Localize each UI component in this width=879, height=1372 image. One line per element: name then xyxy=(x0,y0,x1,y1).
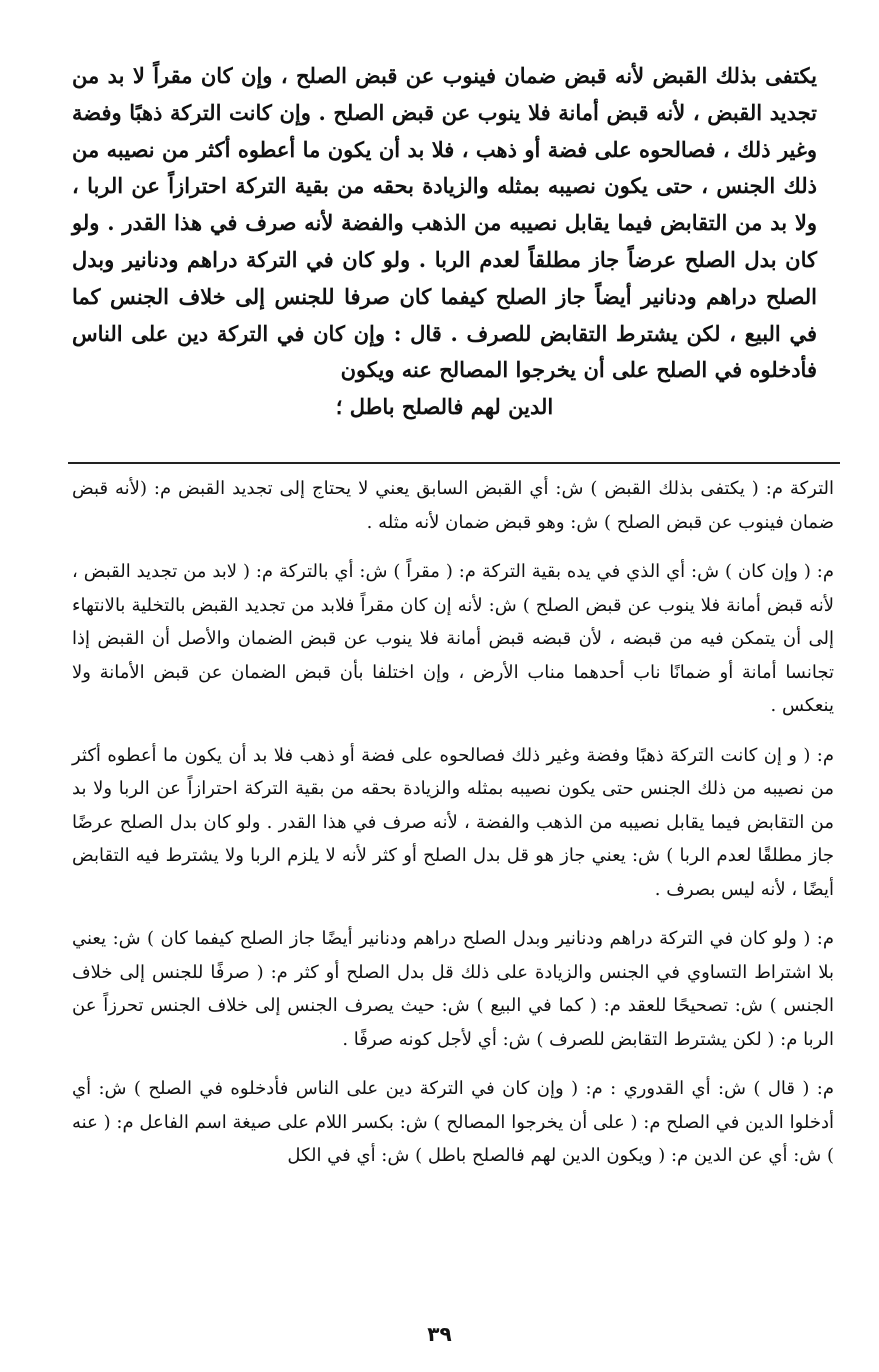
page-number: ٣٩ xyxy=(427,1322,452,1346)
commentary-paragraph: م: ( ولو كان في التركة دراهم ودنانير وبدل الصلح دراهم ودنانير أيضًا جاز الصلح كيفما كان ) ش: يعني بلا اشتراط التساوي في الجنس والزيادة على ذلك قل بدل الصلح أو كثر م: ( صرفًا للجنس إلى خلاف الجنس ) ش: تصحيحًا للعقد م: ( كما في البيع ) ش: حيث يصرف الجنس إلى خلاف الجنس تحرزاً عن الربا م: ( لكن يشترط التقابض للصرف ) ش: أي لأجل كونه صرفًا . xyxy=(72,928,834,1050)
commentary-paragraph: م: ( قال ) ش: أي القدوري : م: ( وإن كان في التركة دين على الناس فأدخلوه في الصلح ) ش: أي أدخلوا الدين في الصلح م: ( على أن يخرجوا المصالح ) ش: بكسر اللام على صيغة اسم الفاعل م: ( عنه ) ش: أي عن الدين م: ( ويكون الدين لهم فالصلح باطل ) ش: أي في الكل xyxy=(72,1078,834,1166)
main-text-block xyxy=(72,58,817,426)
commentary-block xyxy=(72,472,834,1173)
main-text-last-line: الدين لهم فالصلح باطل ؛ xyxy=(335,394,554,420)
commentary-paragraph: التركة م: ( يكتفى بذلك القبض ) ش: أي القبض السابق يعني لا يحتاج إلى تجديد القبض م: (لأنه قبض ضمان فينوب عن قبض الصلح ) ش: وهو قبض ضمان لأنه مثله . xyxy=(72,478,834,533)
commentary-paragraph: م: ( وإن كان ) ش: أي الذي في يده بقية التركة م: ( مقراً ) ش: أي بالتركة م: ( لابد من تجديد القبض ، لأنه قبض أمانة فلا ينوب عن قبض الصلح ) ش: لأنه إن كان مقراً فلابد من تجديد القبض بالتخلية بالانتهاء إلى أن يتمكن فيه من قبضه ، لأن قبضه قبض أمانة فلا ينوب عن قبض الضمان والأصل أن القبض إذا تجانسا أمانة أو ضمانًا ناب أحدهما مناب الأرض ، وإن اختلفا بأن قبض الضمان عن قبض الأمانة ولا ينعكس . xyxy=(72,561,834,716)
commentary-paragraph: م: ( و إن كانت التركة ذهبًا وفضة وغير ذلك فصالحوه على فضة أو ذهب فلا بد أن يكون ما أعطوه أكثر من نصيبه من ذلك الجنس حتى يكون نصيبه بمثله والزيادة بحقه من بقية التركة احترازاً عن الربا ولا بد من التقابض فيما يقابل نصيبه من الذهب والفضة ، لأنه صرف في هذا القدر . ولو كان بدل الصلح عرضًا جاز مطلقًا لعدم الربا ) ش: يعني جاز هو قل بدل الصلح أو كثر لأنه لا يلزم الربا ولا يشترط فيه التقابض أيضًا ، لأنه ليس بصرف . xyxy=(72,744,835,900)
main-text-body: يكتفى بذلك القبض لأنه قبض ضمان فينوب عن قبض الصلح ، وإن كان مقراً لا بد من تجديد القبض ، لأنه قبض أمانة فلا ينوب عن قبض الصلح . وإن كانت التركة ذهبًا وفضة وغير ذلك ، فصالحوه على فضة أو ذهب ، فلا بد أن يكون ما أعطوه أكثر من نصيبه من ذلك الجنس ، حتى يكون نصيبه بمثله والزيادة بحقه من بقية التركة احترازاً عن الربا ، ولا بد من التقابض فيما يقابل نصيبه من الذهب والفضة لأنه صرف في هذا القدر . ولو كان بدل الصلح عرضاً جاز مطلقاً لعدم الربا . ولو كان في التركة دراهم ودنانير وبدل الصلح دراهم ودنانير أيضاً جاز الصلح كيفما كان صرفا للجنس إلى خلاف الجنس كما في البيع ، لكن يشترط التقابض للصرف . قال : وإن كان في التركة دين على الناس فأدخلوه في الصلح على أن يخرجوا المصالح عنه ويكون xyxy=(72,63,817,383)
footnote-divider xyxy=(68,462,840,464)
